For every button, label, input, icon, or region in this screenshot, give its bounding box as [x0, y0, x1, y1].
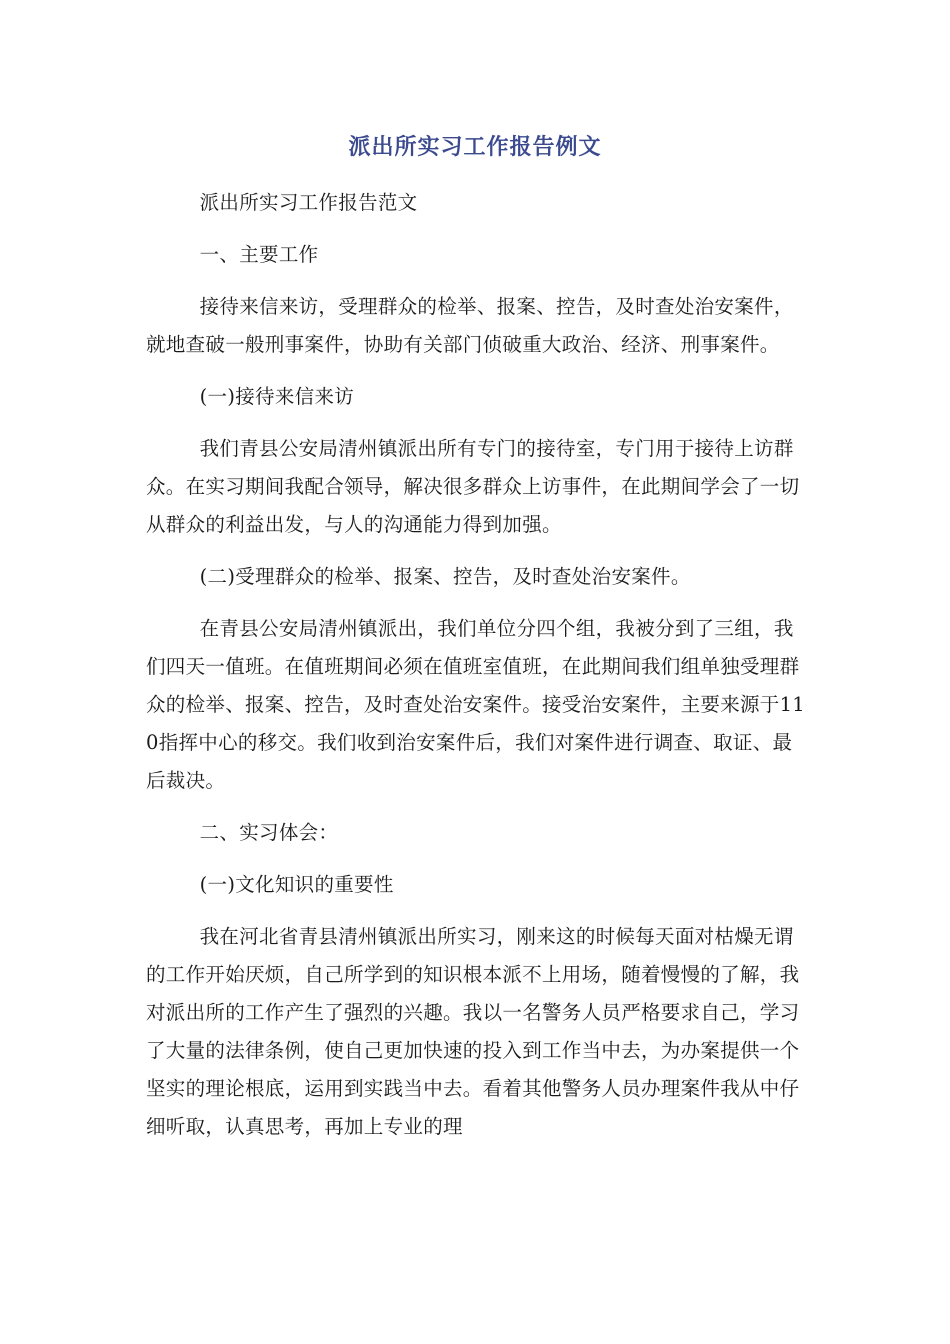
- subsection-heading-visits: (一)接待来信来访: [199, 385, 355, 408]
- document-body: [146, 184, 810, 1146]
- paragraph-subtitle: 派出所实习工作报告范文: [199, 191, 418, 214]
- document-title: 派出所实习工作报告例文: [348, 135, 602, 160]
- paragraph-main-work: 接待来信来访，受理群众的检举、报案、控告，及时查处治安案件，就地查破一般刑事案件，协助有关部门侦破重大政治、经济、刑事案件。: [146, 295, 794, 356]
- paragraph-cases: 在青县公安局清州镇派出，我们单位分四个组，我被分到了三组，我们四天一值班。在值班期间必须在值班室值班，在此期间我们组单独受理群众的检举、报案、控告，及时查处治安案件。接受治安案件，主要来源于110指挥中心的移交。我们收到治安案件后，我们对案件进行调查、取证、最后裁决。: [146, 617, 806, 792]
- subsection-heading-knowledge: (一)文化知识的重要性: [199, 873, 394, 896]
- section-heading-experience: 二、实习体会：: [199, 821, 339, 844]
- subsection-heading-cases: (二)受理群众的检举、报案、控告，及时查处治安案件。: [199, 565, 691, 588]
- paragraph-visits: 我们青县公安局清州镇派出所有专门的接待室，专门用于接待上访群众。在实习期间我配合领导，解决很多群众上访事件，在此期间学会了一切从群众的利益出发，与人的沟通能力得到加强。: [146, 437, 800, 536]
- paragraph-knowledge: 我在河北省青县清州镇派出所实习，刚来这的时候每天面对枯燥无谓的工作开始厌烦，自己所学到的知识根本派不上用场，随着慢慢的了解，我对派出所的工作产生了强烈的兴趣。我以一名警务人员严格要求自己，学习了大量的法律条例，使自己更加快速的投入到工作当中去，为办案提供一个坚实的理论根底，运用到实践当中去。看着其他警务人员办理案件我从中仔细听取，认真思考，再加上专业的理: [146, 925, 800, 1138]
- section-heading-main-work: 一、主要工作: [199, 243, 319, 266]
